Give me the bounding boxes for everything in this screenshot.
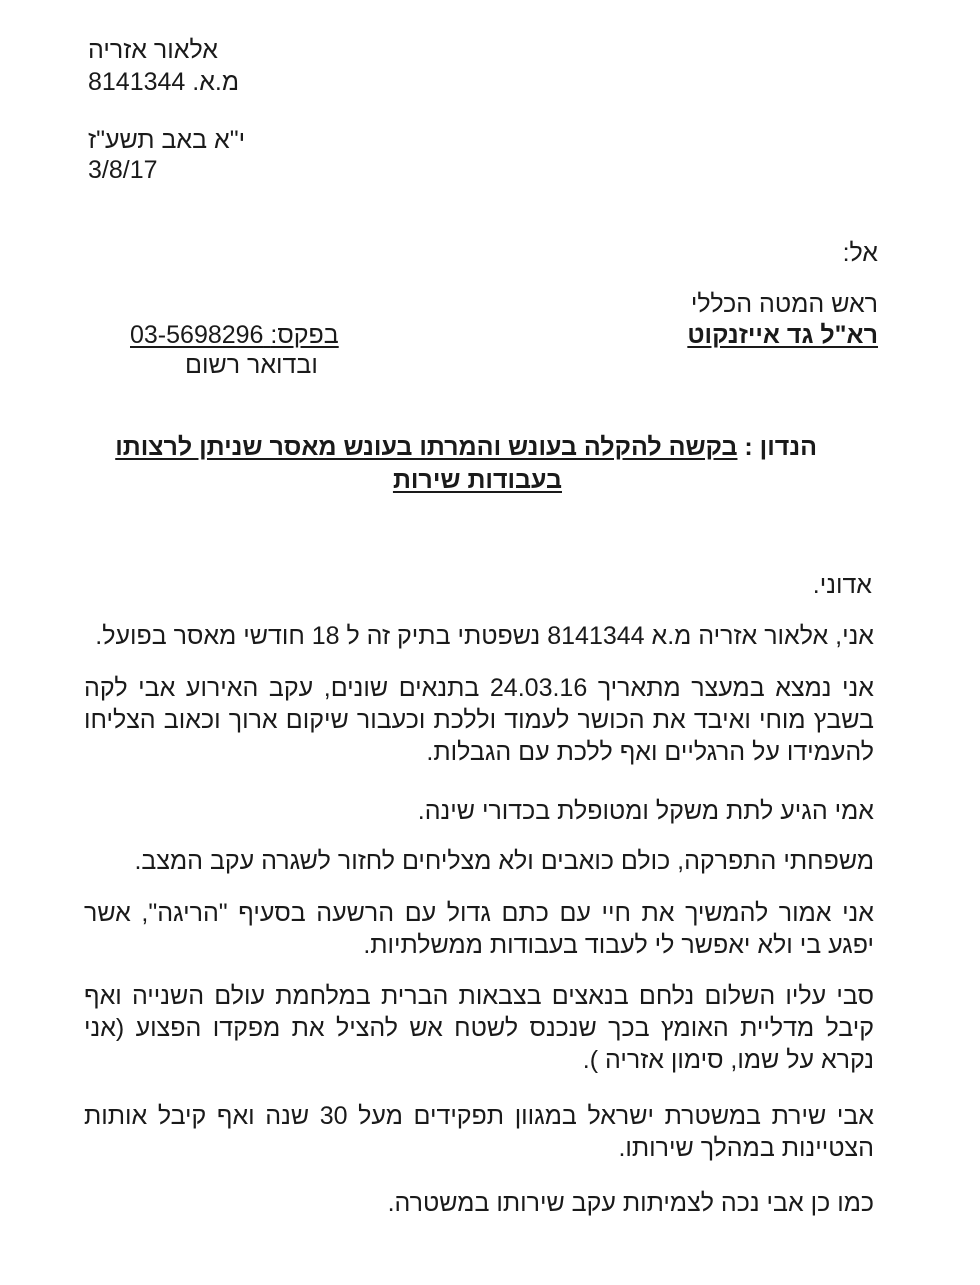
greeting: אדוני. xyxy=(812,571,872,599)
recipient-name: רא"ל גד אייזנקוט xyxy=(687,321,878,349)
date-hebrew: י"א באב תשע"ז xyxy=(88,126,246,154)
body-paragraph: אני נמצא במעצר מתאריך 24.03.16 בתנאים שונים, עקב האירוע אבי לקה בשבץ מוחי ואיבד את הכושר לעמוד וללכת וכעבור שיקום ארוך וכאוב הצליחו להעמידו על הרגליים ואף ללכת עם הגבלות. xyxy=(84,674,874,766)
fax-line xyxy=(130,320,339,350)
date-gregorian: 3/8/17 xyxy=(88,156,158,184)
recipient-title: ראש המטה הכללי xyxy=(690,290,878,318)
body-paragraph: אמי הגיע לתת משקל ומטופלת בכדורי שינה. xyxy=(417,797,874,825)
body-paragraph: סבי עליו השלום נלחם בנאצים בצבאות הברית במלחמת עולם השנייה ואף קיבל מדליית האומץ בכך שנכנס לשטח אש להציל את מפקדו הפצוע (אני נקרא על שמו, סימון אזריה ). xyxy=(84,982,874,1074)
fax-number: 03-5698296 xyxy=(130,321,264,349)
subject-label: הנדון : xyxy=(744,433,817,461)
registered-mail: ובדואר רשום xyxy=(185,351,318,379)
body-paragraph: משפחתי התפרקה, כולם כואבים ולא מצליחים לחזור לשגרה עקב המצב. xyxy=(134,847,874,875)
subject-text-2: בעבודות שירות xyxy=(392,466,562,494)
body-paragraph: כמו כן אבי נכה לצמיתות עקב שירותו במשטרה. xyxy=(387,1189,874,1217)
body-paragraph: אבי שירת במשטרת ישראל במגוון תפקידים מעל 30 שנה ואף קיבל אותות הצטיינות במהלך שירותו. xyxy=(84,1102,874,1162)
sender-id: מ.א. 8141344 xyxy=(88,68,240,96)
subject-text-1: בקשה להקלה בעונש והמרתו בעונש מאסר שניתן לרצותו xyxy=(115,433,738,461)
fax-label: בפקס: xyxy=(270,321,339,349)
body-paragraph: אני אמור להמשיך את חיי עם כתם גדול עם הרשעה בסעיף "הריגה", אשר יפגע בי ולא יאפשר לי לעבוד בעבודות ממשלתיות. xyxy=(84,899,874,959)
subject-line-1 xyxy=(115,432,817,462)
sender-name: אלאור אזריה xyxy=(88,36,218,64)
body-paragraph: אני, אלאור אזריה מ.א 8141344 נשפטתי בתיק זה ל 18 חודשי מאסר בפועל. xyxy=(95,622,874,650)
to-label: אל: xyxy=(842,239,878,267)
